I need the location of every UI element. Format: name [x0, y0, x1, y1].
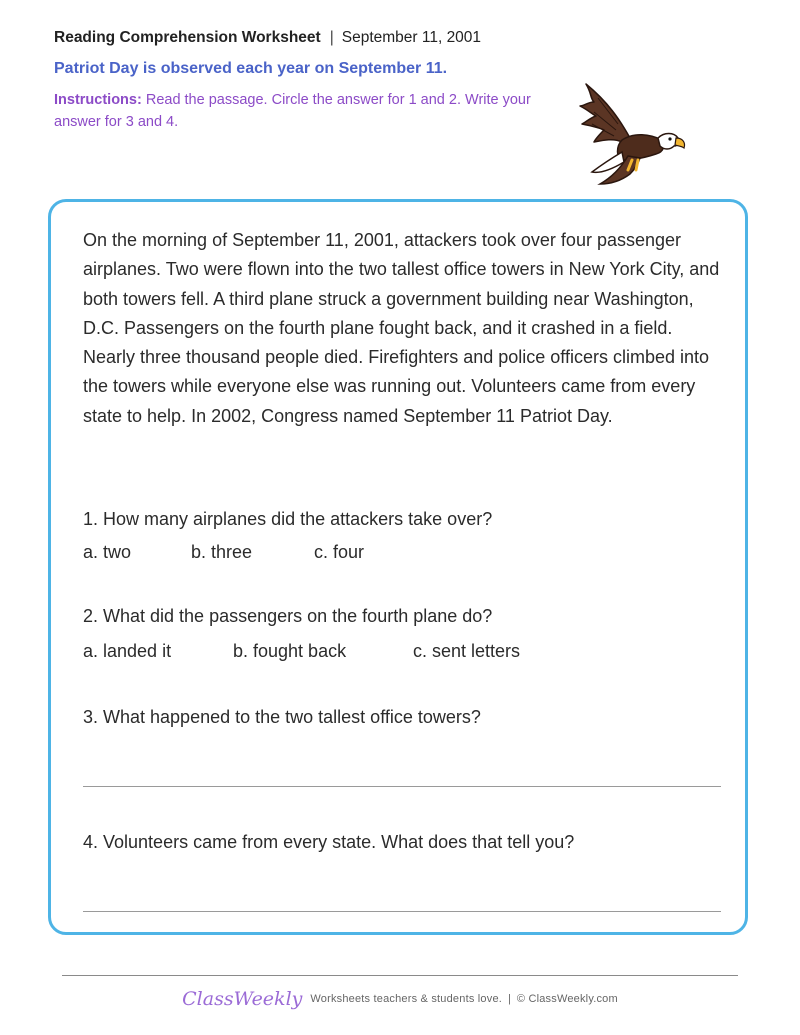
question-2-choice-a[interactable]: a. landed it — [83, 641, 172, 661]
header-separator: | — [329, 29, 334, 46]
question-2-choice-c[interactable]: c. sent letters — [413, 641, 521, 661]
answer-line-4[interactable] — [83, 911, 721, 912]
instructions-label: Instructions: — [54, 92, 142, 108]
worksheet-date: September 11, 2001 — [341, 29, 482, 46]
question-1-choice-a[interactable]: a. two — [83, 542, 132, 562]
answer-line-3[interactable] — [83, 786, 721, 787]
question-3: 3. What happened to the two tallest office towers? — [83, 707, 481, 727]
question-4: 4. Volunteers came from every state. What does that tell you? — [83, 832, 575, 852]
question-2: 2. What did the passengers on the fourth plane do? — [83, 606, 493, 626]
question-2-choice-b[interactable]: b. fought back — [233, 641, 347, 661]
instructions-text: Read the passage. Circle the answer for 1 and 2. Write your answer for 3 and 4. — [54, 92, 531, 130]
brand-logo: ClassWeekly — [182, 988, 303, 1011]
question-1-choice-c[interactable]: c. four — [314, 542, 365, 562]
question-1-choice-b[interactable]: b. three — [191, 542, 253, 562]
eagle-icon — [578, 80, 690, 192]
worksheet-title: Reading Comprehension Worksheet — [54, 29, 321, 46]
footer-tagline: Worksheets teachers & students love. — [310, 993, 503, 1006]
worksheet-card — [48, 199, 748, 935]
reading-passage: On the morning of September 11, 2001, attackers took over four passenger airplanes. Two were flown into the two tallest office towers in New York City, and both towers fell. A third plane struck a government building near Washington, D.C. Passengers on the fourth plane fought back, and it crashed in a field. Nearly three thousand people died. Firefighters and police officers climbed into the towers while everyone else was running out. Volunteers came from every state to help. In 2002, Congress named September 11 Patriot Day. — [83, 230, 720, 426]
worksheet-header — [54, 27, 481, 49]
footer-divider — [62, 975, 738, 976]
footer-separator: | — [508, 993, 511, 1006]
instructions — [54, 89, 544, 133]
footer-copyright: © ClassWeekly.com — [516, 993, 618, 1006]
worksheet-subtitle: Patriot Day is observed each year on September 11. — [54, 60, 448, 77]
question-1: 1. How many airplanes did the attackers take over? — [83, 509, 493, 529]
footer — [0, 985, 800, 1013]
